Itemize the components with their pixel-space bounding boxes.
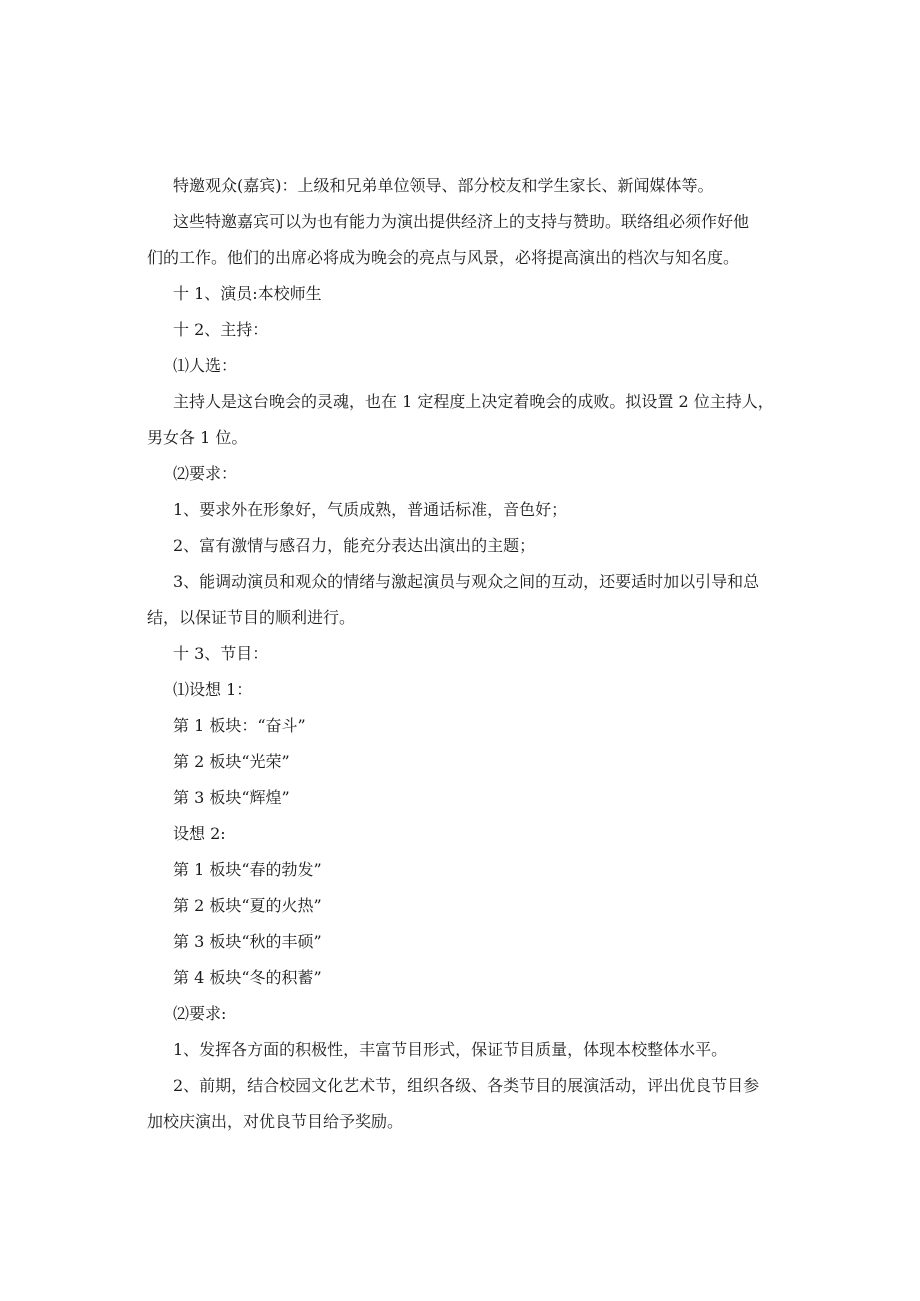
subheading-concept-2: 设想 2:: [173, 824, 226, 843]
document-body: [147, 168, 813, 1140]
list-item-requirement-3-cont: 结，以保证节目的顺利进行。: [147, 608, 356, 627]
paragraph-host-role: 主持人是这台晚会的灵魂，也在 1 定程度上决定着晚会的成败。拟设置 2 位主持人，: [173, 392, 774, 411]
list-item-requirement-1: 1、要求外在形象好，气质成熟，普通话标准，音色好；: [173, 500, 568, 519]
paragraph-guests-support-cont: 们的工作。他们的出席必将成为晚会的亮点与风景，必将提高演出的档次与知名度。: [147, 248, 740, 267]
list-item-program-req-2: 2、前期，结合校园文化艺术节，组织各级、各类节目的展演活动，评出优良节目参: [173, 1076, 760, 1095]
heading-programs: 十 3、节目：: [173, 644, 269, 663]
list-item-concept1-section-1: 第 1 板块：“奋斗”: [173, 716, 306, 735]
list-item-program-req-2-cont: 加校庆演出，对优良节目给予奖励。: [147, 1112, 404, 1131]
list-item-concept1-section-3: 第 3 板块“辉煌”: [173, 788, 290, 807]
list-item-concept2-section-2: 第 2 板块“夏的火热”: [173, 896, 322, 915]
subheading-host-selection: ⑴人选：: [173, 356, 238, 375]
list-item-requirement-2: 2、富有激情与感召力，能充分表达出演出的主题；: [173, 536, 536, 555]
paragraph-host-role-cont: 男女各 1 位。: [147, 428, 248, 447]
heading-performers: 十 1、演员:本校师生: [173, 284, 322, 303]
heading-hosts: 十 2、主持：: [173, 320, 269, 339]
subheading-concept-1: ⑴设想 1：: [173, 680, 253, 699]
subheading-host-requirements: ⑵要求：: [173, 464, 238, 483]
list-item-concept2-section-3: 第 3 板块“秋的丰硕”: [173, 932, 322, 951]
subheading-program-requirements: ⑵要求:: [173, 1004, 227, 1023]
list-item-concept2-section-4: 第 4 板块“冬的积蓄”: [173, 968, 322, 987]
paragraph-guests-support: 这些特邀嘉宾可以为也有能力为演出提供经济上的支持与赞助。联络组必须作好他: [173, 212, 750, 231]
list-item-concept2-section-1: 第 1 板块“春的勃发”: [173, 860, 322, 879]
list-item-requirement-3: 3、能调动演员和观众的情绪与激起演员与观众之间的互动，还要适时加以引导和总: [173, 572, 760, 591]
list-item-concept1-section-2: 第 2 板块“光荣”: [173, 752, 290, 771]
paragraph-special-guests: 特邀观众(嘉宾)：上级和兄弟单位领导、部分校友和学生家长、新闻媒体等。: [173, 176, 714, 195]
list-item-program-req-1: 1、发挥各方面的积极性，丰富节目形式，保证节目质量，体现本校整体水平。: [173, 1040, 728, 1059]
